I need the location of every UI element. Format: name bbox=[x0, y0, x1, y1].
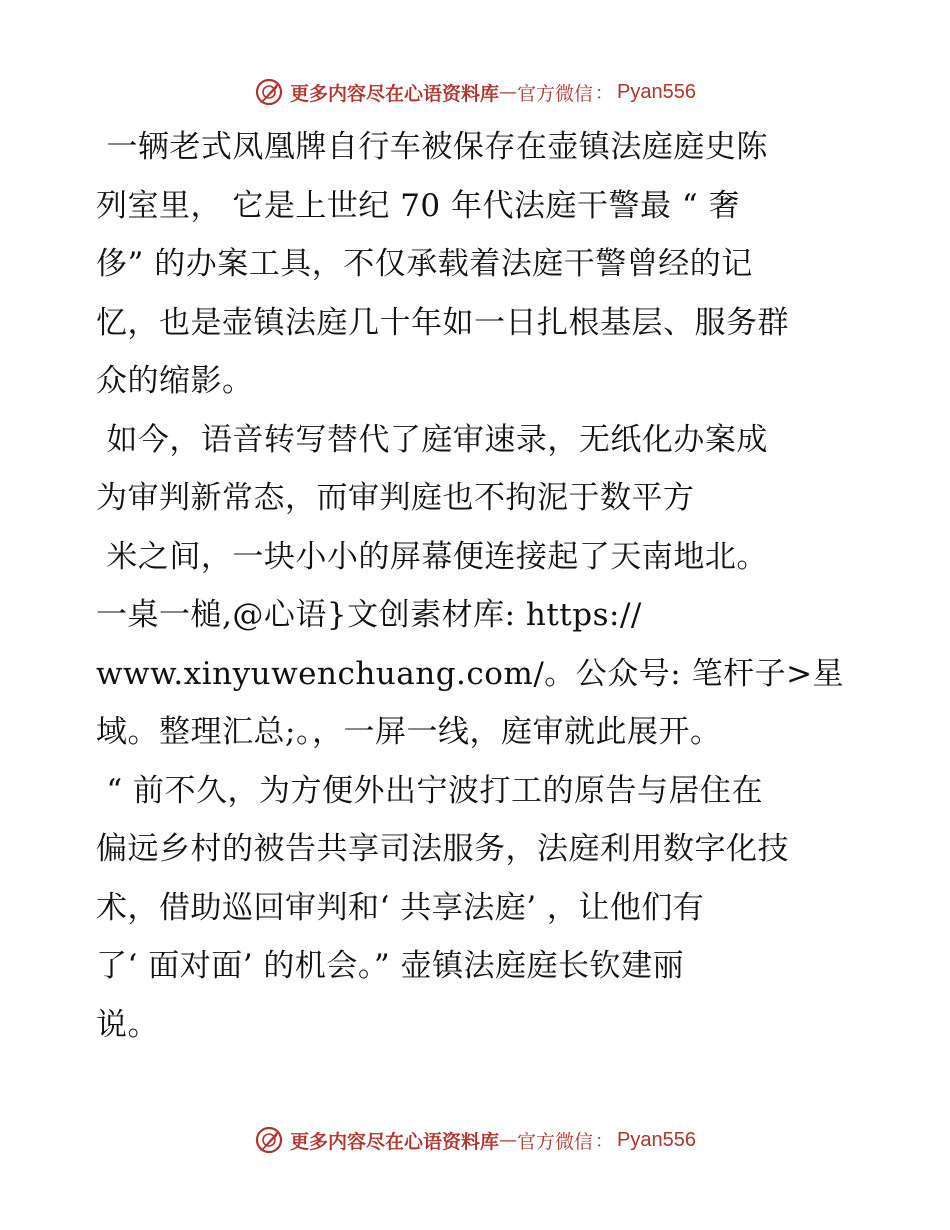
header-banner bbox=[0, 72, 950, 112]
text-line: 了‘ 面对面’ 的机会。” 壶镇法庭庭长钦建丽 bbox=[96, 948, 685, 984]
text-line: 偏远乡村的被告共享司法服务，法庭利用数字化技 bbox=[96, 831, 789, 867]
text-line: 为审判新常态，而审判庭也不拘泥于数平方 bbox=[96, 480, 695, 516]
banner-official-label: 官方微信 bbox=[517, 1130, 594, 1153]
text-line: 列室里， 它是上世纪 70 年代法庭干警最 “ 奢 bbox=[96, 187, 741, 224]
text-line: 说。 bbox=[96, 1006, 159, 1043]
banner-separator: ： bbox=[595, 1131, 614, 1152]
text-line: 众的缩影。 bbox=[96, 363, 254, 399]
quill-logo-icon bbox=[254, 77, 284, 107]
text-line: 侈” 的办案工具，不仅承载着法庭干警曾经的记 bbox=[96, 246, 753, 282]
text-line: “ 前不久，为方便外出宁波打工的原告与居住在 bbox=[96, 772, 764, 809]
banner-wechat-id: Pyan556 bbox=[617, 1128, 696, 1151]
banner-brand-text: 更多内容尽在心语资料库 bbox=[290, 82, 500, 105]
footer-banner bbox=[0, 1120, 950, 1160]
banner-dash: — bbox=[499, 81, 518, 103]
text-line: 一辆老式凤凰牌自行车被保存在壶镇法庭庭史陈 bbox=[96, 129, 768, 165]
text-line: 一桌一槌,@心语}文创素材库: https:// bbox=[96, 597, 642, 633]
quill-logo-icon bbox=[254, 1125, 284, 1155]
banner-official-label: 官方微信 bbox=[517, 82, 594, 105]
banner-wechat-id: Pyan556 bbox=[617, 80, 696, 103]
text-line: 术，借助巡回审判和‘ 共享法庭’ ，让他们有 bbox=[96, 889, 705, 926]
text-line: 米之间，一块小小的屏幕便连接起了天南地北。 bbox=[96, 538, 768, 575]
text-line: 域。整理汇总;。，一屏一线，庭审就此展开。 bbox=[96, 714, 722, 750]
banner-brand-text: 更多内容尽在心语资料库 bbox=[290, 1130, 500, 1153]
text-line: 忆，也是壶镇法庭几十年如一日扎根基层、服务群 bbox=[96, 304, 789, 341]
text-line: www.xinyuwenchuang.com/。公众号: 笔杆子>星 bbox=[96, 655, 845, 692]
banner-dash: — bbox=[499, 1129, 518, 1151]
document-body bbox=[96, 118, 876, 1054]
text-line: 如今，语音转写替代了庭审速录，无纸化办案成 bbox=[96, 421, 768, 458]
banner-separator: ： bbox=[595, 83, 614, 104]
